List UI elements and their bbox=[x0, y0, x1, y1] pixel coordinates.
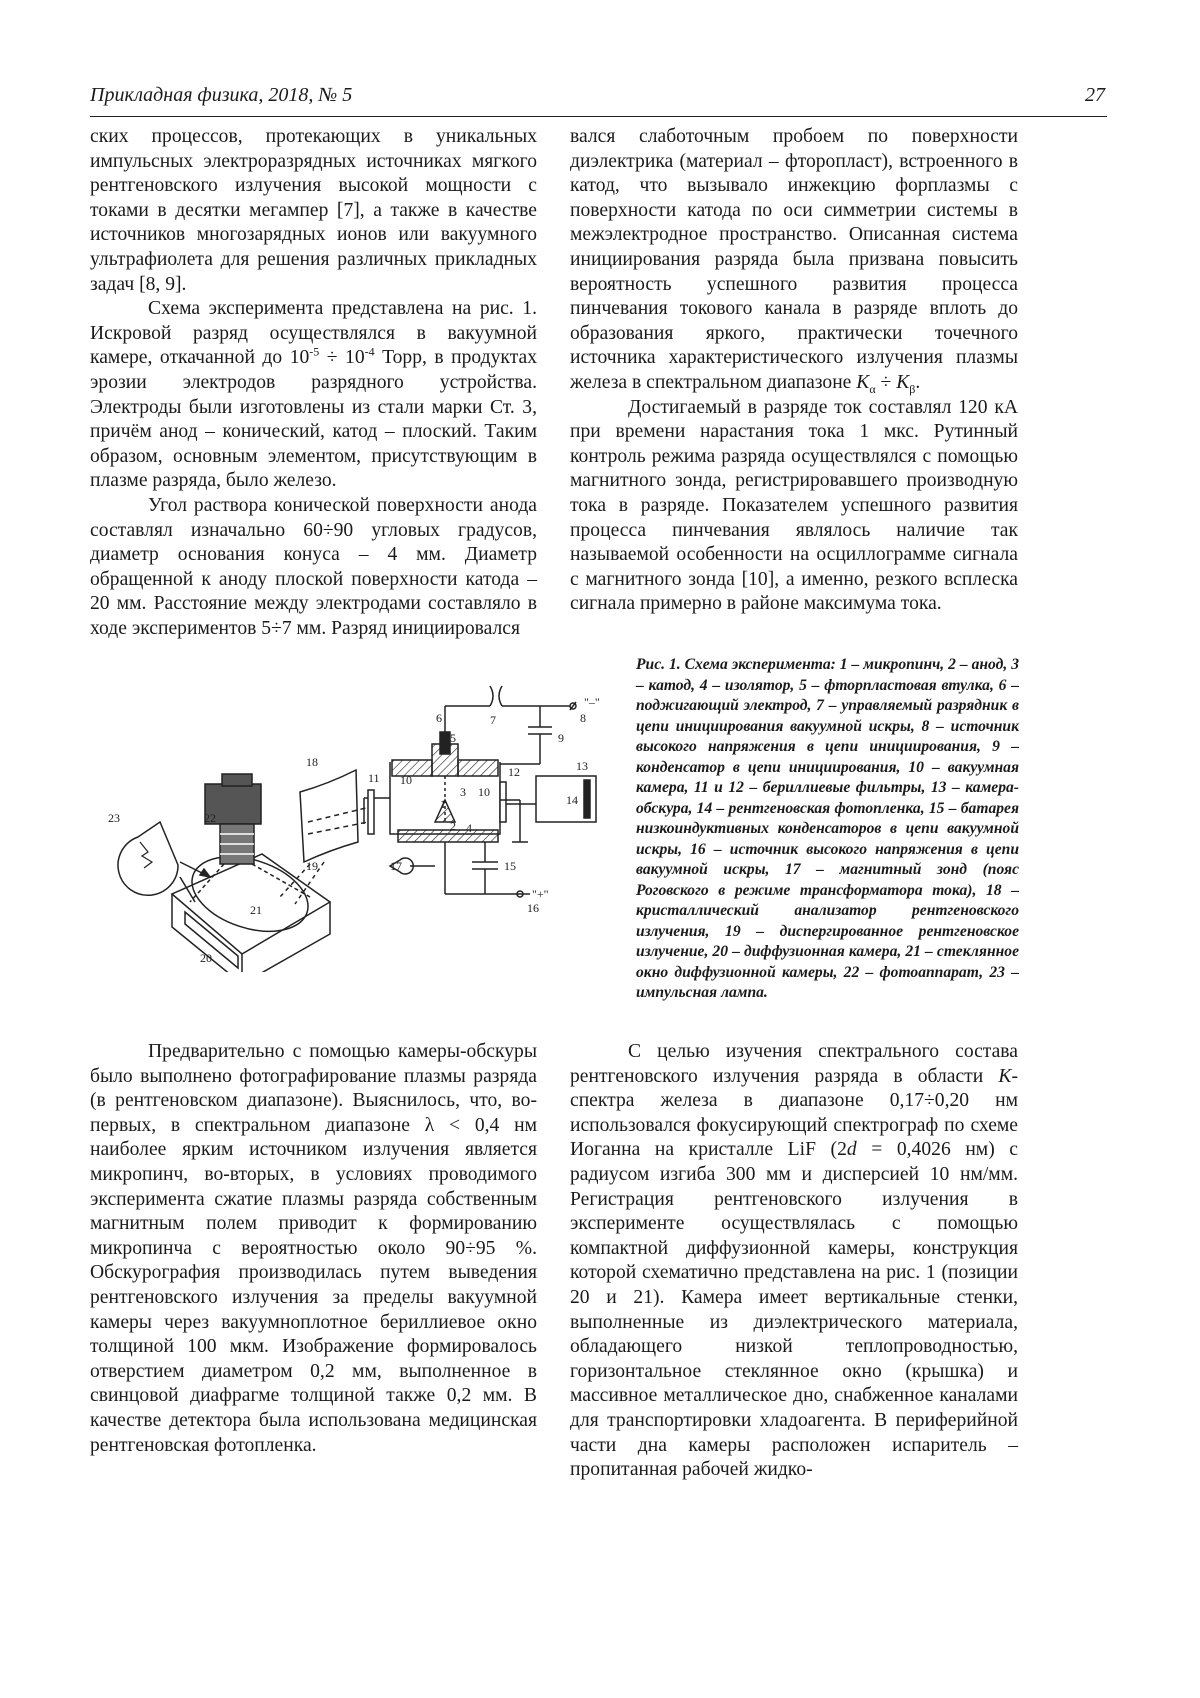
diagram-label: 23 bbox=[108, 811, 120, 825]
diagram-label: 4 bbox=[466, 821, 472, 835]
paragraph: Предварительно с помощью камеры-обскуры было выполнено фотографирование плазмы разряда (в рентгеновском диапазоне). Выяснилось, что, во-первых, в спектральном диапазоне λ < 0,4 нм наиболее ярким источником излучения является микропинч, во-вторых, в условиях проводимого эксперимента сжатие плазмы разряда собственным магнитным полем приводит к формированию микропинча с вероятностью около 90÷95 %. Обскурография производилась путем выведения рентгеновского излучения за пределы вакуумной камеры через вакуумноплотное бериллиевое окно толщиной 100 мкм. Изображение формировалось отверстием диаметром 0,2 мм, выполненное в свинцовой диафрагме толщиной также 0,2 мм. В качестве детектора была использована медицинская рентгеновская фотопленка. bbox=[90, 1041, 538, 1456]
diagram-label: 10 bbox=[400, 773, 412, 787]
diagram-label: 15 bbox=[504, 859, 516, 873]
diagram-label: 10 bbox=[478, 785, 490, 799]
diagram-label: 20 bbox=[200, 951, 212, 965]
diagram-label: 16 bbox=[527, 901, 539, 915]
diagram-label: 19 bbox=[306, 859, 318, 873]
paragraph: Схема эксперимента представлена на рис. 1. Искровой разряд осуществлялся в вакуумной камере, откачанной до $10^{-5} \div 10^{-4}$ Торр, в продуктах эрозии электродов разрядного устройства. Электроды были изготовлены из стали марки Ст. 3, причём анод – конический, катод – плоский. Таким образом, основным элементом, присутствующим в плазме разряда, было железо. bbox=[90, 298, 537, 492]
page-number: 27 bbox=[1085, 84, 1105, 106]
diagram-label: "–" bbox=[584, 695, 600, 709]
experiment-schematic bbox=[100, 672, 620, 972]
trigger-circuit bbox=[490, 686, 576, 764]
diagram-label: 22 bbox=[204, 811, 216, 825]
column-2 bbox=[570, 125, 1018, 617]
journal-title: Прикладная физика, 2018, № 5 bbox=[90, 84, 353, 106]
diagram-label: 21 bbox=[250, 903, 262, 917]
page-header bbox=[90, 82, 1107, 117]
column-4 bbox=[570, 1040, 1018, 1483]
column-3 bbox=[90, 1040, 537, 1458]
diagram-label: 11 bbox=[368, 771, 380, 785]
diagram-label: 13 bbox=[576, 759, 588, 773]
paragraph: С целью изучения спектрального состава рентгеновского излучения разряда в области K-спектра железа в диапазоне 0,17÷0,20 нм использовался фокусирующий спектрограф по схеме Иоганна на кристалле LiF (2d = 0,4026 нм) с радиусом изгиба 300 мм и дисперсией 10 нм/мм. Регистрация рентгеновского излучения в эксперименте осуществлялась с помощью компактной диффузионной камеры, конструкция которой схематично представлена на рис. 1 (позиции 20 и 21). Камера имеет вертикальные стенки, выполненные из диэлектрического материала, обладающего низкой теплопроводностью, горизонтальное стеклянное окно (крышка) и массивное металлическое дно, снабженное каналами для транспортировки хладоагента. В периферийной части дна камеры расположен испаритель – пропитанная рабочей жидко- bbox=[570, 1041, 1018, 1481]
diagram-label: 5 bbox=[450, 731, 456, 745]
diagram-label: 1 bbox=[440, 797, 446, 811]
paragraph: Угол раствора конической поверхности анода составлял изначально 60÷90 угловых градусов, диаметр основания конуса – 4 мм. Диаметр обращенной к аноду плоской поверхности катода – 20 мм. Расстояние между электродами составляло в ходе экспериментов 5÷7 мм. Разряд инициировался bbox=[90, 494, 537, 639]
diagram-label: 2 bbox=[450, 819, 456, 833]
diagram-label: 9 bbox=[558, 731, 564, 745]
figure-caption: Рис. 1. Схема эксперимента: 1 – микропинч, 2 – анод, 3 – катод, 4 – изолятор, 5 – фторпластовая втулка, 6 – поджигающий электрод, 7 – управляемый разрядник в цепи инициирования вакуумной искры, 8 – источник высокого напряжения в цепи инициирования, 9 – конденсатор в цепи инициирования, 10 – вакуумная камера, 11 и 12 – бериллиевые фильтры, 13 – камера-обскура, 14 – рентгеновская фотопленка, 15 – батарея низкоиндуктивных конденсаторов в цепи вакуумной искры, 16 – источник высокого напряжения в цепи вакуумной искры, 17 – магнитный зонд (пояс Роговского в режиме трансформатора тока), 18 – кристаллический анализатор рентгеновского излучения, 19 – диспергированное рентгеновское излучение, 20 – диффузионная камера, 21 – стеклянное окно диффузионной камеры, 22 – фотоаппарат, 23 – импульсная лампа. bbox=[636, 656, 1019, 1001]
paragraph: Достигаемый в разряде ток составлял 120 кА при времени нарастания тока 1 мкс. Рутинный контроль режима разряда осуществлялся с помощью магнитного зонда, регистрировавшего производную тока в разряде. Показателем успешного развития процесса пинчевания являлось наличие так называемой особенности на осциллограмме сигнала с магнитного зонда [10], а именно, резкого всплеска сигнала примерно в районе максимума тока. bbox=[570, 396, 1018, 615]
column-1 bbox=[90, 125, 537, 641]
diagram-label: "+" bbox=[532, 887, 549, 901]
paragraph: ских процессов, протекающих в уникальных импульсных электроразрядных источниках мягкого рентгеновского излучения высокой мощности с токами в десятки мегампер [7], а также в качестве источников многозарядных ионов или вакуумного ультрафиолета для решения различных прикладных задач [8, 9]. bbox=[90, 126, 537, 295]
diagram-label: 8 bbox=[580, 711, 586, 725]
paragraph: вался слаботочным пробоем по поверхности диэлектрика (материал – фторопласт), встроенного в катод, что вызывало инжекцию форплазмы с поверхности катода по оси симметрии системы в межэлектродное пространство. Описанная система инициирования разряда была призвана повысить вероятность успешного развития процесса пинчевания токового канала в разряде вплоть до образования яркого, практически точечного источника характеристического излучения плазмы железа в спектральном диапазоне $K_\alpha \div K_\beta$. bbox=[570, 126, 1018, 396]
diagram-label: 14 bbox=[566, 793, 578, 807]
diagram-label: 18 bbox=[306, 755, 318, 769]
diagram-label: 6 bbox=[436, 711, 442, 725]
diagram-label: 17 bbox=[390, 859, 402, 873]
diagram-label: 12 bbox=[508, 765, 520, 779]
diagram-label: 3 bbox=[460, 785, 466, 799]
diagram-label: 7 bbox=[490, 713, 496, 727]
